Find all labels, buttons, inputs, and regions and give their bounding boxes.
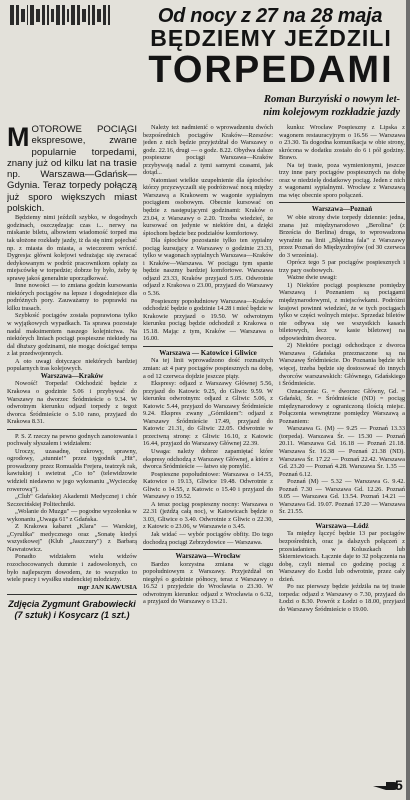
paragraph: Oprócz tego 5 par pociągów pospiesznych i trzy pary osobowych. (279, 259, 405, 274)
page-number: 5 (395, 777, 403, 793)
article-column-2 (143, 124, 273, 792)
paragraph: Ekspresy: odjazd z Warszawy Głównej 5.56, przyjazd do Katowic 9.25, do Gliwic 9.59. W kierunku odwrotnym: odjazd z Gliwic 5.06, z Katowic 5.44, przyjazd do Warszawy Śródmieście 9.24. Ekspres zwany „Górnikiem": odjazd z Warszawy Śródmieście 17.49, przyjazd do Katowic 21.31, do Gliwic 22.05. Odwrotnie w przeciwną stronę: z Gliwic 16.10, z Katowic 16.44, przyjazd do Warszawy Głównej 22.39. (143, 380, 273, 448)
paragraph: kunku: Wrocław Pospieszny z Lipska z wagonem restauracyjnym o 16.56 — Warszawa o 23.30. Ta dogodna komunikacja w obie strony, skrócona w dodatku zostało do 6 i pół godziny. Brawo. (279, 124, 405, 162)
paragraph: A teraz pociąg pospieszny nocny: Warszawa o 22.31 (jeżdżą całą noc), w Katowicach będzie o 3.03, Gliwice o 3.40. Odwrotnie z Gliwic o 22.30, z Katowic o 23.06, w Warszawie o 3.45. (143, 500, 273, 531)
paragraph: Poznań (M) — 5.32 — Warszawa G. 9.42. Poznań 7.30 — Warszawa Gd. 12.26. Poznań 9.05 — Warszawa Gd. 13.54. Poznań 14.21 — Warszawa Gd. 19.07. Poznań 17.20 — Warszawa Śr. 21.55. (279, 478, 405, 516)
lead-paragraph (7, 124, 137, 214)
section-heading: Warszawa—Łódź (315, 521, 369, 530)
section-heading: Warszawa—Wrocław (175, 552, 241, 561)
headline-line1: BĘDZIEMY JEŹDZILI (150, 25, 392, 51)
subtitle-line2: nim kolejowym rozkładzie jazdy (263, 107, 400, 118)
paragraph: Inne nowości — to zmiana godzin kursowania niektórych pociągów na lepsze i dogodniejsze dla podróżnych pory. Zauważamy to poprawki na kilku trasach. (7, 282, 137, 312)
date-line: Od nocy z 27 na 28 maja (157, 5, 383, 27)
divider (279, 519, 405, 520)
lead-text: OTOROWE POCIĄGI ekspresowe, zwane popularnie torpedami, znany już od kilku lat na trasie np. Warszawa—Gdańsk—Gdynia. Teraz torpedy połączą już sporo większych miast polskich. (7, 124, 137, 215)
section-heading: Warszawa — Katowice i Gliwice (159, 348, 257, 357)
paragraph: Uroczy, uzasadnę, cukrowy, sprawny, ogrodowy, „stunnie!" przez tygodnik „Hit", prowadzony przez Romualda Frejera, teatrzyk rak, kawiukiej i swietrat „Co to" (telewidzowie widzieli niedawno w jego wykonaniu „Wycieczkę rowerową"). (7, 447, 137, 493)
paragraph: Na tej trasie, poza wymienionymi, jeszcze trzy inne pary pociągów pospiesznych na dobę oraz w niedzielę dodatkowy pociąg. Jeden z nich z wagonami sypialnymi. Wrocław z Warszawą ma więc obecnie sporo połączeń. (279, 161, 405, 199)
photo-credit-line2: (7 sztuk) i Kosycarz (1 szt.) (14, 610, 130, 621)
paragraph: Ważne dwie uwagi: (287, 274, 337, 282)
article-column-1 (7, 124, 137, 792)
article-subtitle (140, 93, 400, 119)
scan-edge (406, 0, 410, 800)
paragraph: Z Krakowa kabaret „Klara" — Warskiej, „Cyrulika" medycznego oraz „Sonatę kiedyś wszystkowej" (Klub „Jaszczury") z Barbarą Nawratowicz. (7, 523, 137, 553)
paragraph: Nowość! Torpeda! Odchodzić będzie z Krakowa o godzinie 5.06 i przybywać do Warszawy na dworzec Śródmieście o 9.34. W odwrotnym kierunku odjazd torpedy z tegoż dworca Śródmieście o 5.10 rano, przyjazd do Krakowa 8.31. (7, 380, 137, 426)
paragraph: Pospieszny popołudniowy Warszawa—Kraków odchodzić będzie o godzinie 14.28 i mieć będzie w Krakowie przyjazd o 19.50. W odwrotnym kierunku pociąg będzie odchodził z Krakowa o 15.18. Mając z tym, Kraków — Warszawa o 16.00. (143, 297, 273, 343)
photo-credit-line1: Zdjęcia Zygmunt Grabowiecki (8, 599, 136, 610)
section-heading: Warszawa—Kraków (40, 371, 104, 380)
article-column-3 (279, 124, 405, 792)
paragraph: A oto uwagi dotyczące niektórych bardziej popularnych tras kolejowych. (7, 357, 137, 373)
paragraph: Natomiast wielkie uzupełnienie dla śpiochów: którzy przyzwyczaili się podróżować nocą między Warszawą a Krakowem w wagonie sypialnym pociągiem osobowym. Obecnie kursować on będzie z następującymi godzinami: Kraków o 23.04, z Warszawy o 2.20. Trzeba wiedzieć, że kursować on jedynie w niektóre dni, a dzięki śpiochom będzie bez podziałów komfortowy. (143, 176, 273, 237)
divider (7, 594, 137, 595)
divider (143, 346, 273, 347)
paragraph: Należy też nadmienić o wprowadzeniu dwóch bezpośrednich pociągów Kraków—Rzeszów: jeden z nich będzie przyjeżdżał do Warszawy o godz. 22.16, drugi — o godz. 8.22. Obydwa dalsze pospieszne pociągi Warszawa—Kraków przybywają nadal z tymi samymi czasami, jak dotąd... (143, 124, 273, 177)
paragraph: Szybkość pociągów została poprawiona tylko w wyjątkowych wypadkach. Ta sprawa pozostaje nadal maksimentem naszego kolejnictwa. Na niektórych liniach pociągi pospieszne niekiedy na dal dłuższy godzinami, nie mogąc dościgać tempa z lat przedwojennych. (7, 312, 137, 358)
paragraph: Bardzo korzystna zmiana w ciągu popołudniowym z Warszawy. Przyjeżdżał on niegdyś o godzinie północy, teraz z Warszawy o 16.52 i przyjedzie do Wrocławia o 23.30. W odwrotnym kierunku: odjazd z Wrocławia o 6.32, a przyjazd do Warszawy o 13.21. (143, 560, 273, 606)
paragraph: 2) Niektóre pociągi odchodzące z dworca Warszawa Gdańska przeznaczone są na Warszawę Śródmieście. Do Poznania będzie ich więcej, trzeba będzie się dostosować do innych dworców warszawskich: Głównego, Gdańskiego i Śródmieście. (279, 342, 405, 388)
paragraph: Uwaga: należy dobrze zapamiętać które ekspresy odchodzą z Warszawy Głównej, a które z dworca Śródmieście — łatwo się pomylić. (143, 447, 273, 471)
author-signature: mgr JAN KAWUSIA (77, 583, 137, 591)
paragraph: Ponadto widziałem wielu widzów rozochocowanych dumnie i zadowolonych, co było najlepszym dowodem, że to wszystko to wiele pracy i wysiłku studenckiej młodzieży. (7, 553, 137, 584)
paragraph: „Club" Gdańskiej Akademii Medycznej i chór Szczecińskiej Politechniki. (7, 493, 137, 508)
divider (7, 429, 137, 430)
paragraph: Na tej linii wprowadzono dość rozmaitych zmian: aż 4 pary pociągów pospiesznych na dobę, a od 12 czerwca dojdzie jeszcze piąty. (143, 357, 273, 380)
decorative-title-ornament (10, 5, 110, 25)
paragraph: „Wolanie do Muzgu" — pogodne wyzołonka w wykonaniu „Uwaga 61" z Gdańska. (7, 508, 137, 523)
paragraph: Dla śpiochów pozostanie tylko ten sypialny pociąg kursujący z Warszawy o godzinie 23.33, tylko w wagonach sypialnych Warszawa—Kraków i Kraków—Warszawa. W pociągu tym spanie będzie naszmy bardziej komfortowe. Warszawa odjazd 23.33, Kraków przyjazd 5.05. Odwrotnie odjazd z Krakowa o 23.00, przyjazd do Warszawy o 5.36. (143, 237, 273, 298)
paragraph: Pospieszne popołudniowe: Warszawa o 14.55, Katowice o 19.13, Gliwice 19.48. Odwrotnie z Gliwic o 14.55, z Katowic o 15.40 i przyjazd do Warszawy o 19.52. (143, 470, 273, 501)
ps-paragraph: P. S. Z rzeczy na pewno godnych zanotowania i pochwały słyszałem i widziałem: (7, 432, 137, 448)
section-heading: Warszawa—Poznań (311, 205, 373, 214)
paragraph: Ta między łączyć będzie 13 par pociągów bezpośrednich, oraz ja dalszych połączeń z przesiadaniem w Koluszkach lub Skierniewicach. Łącznie daje to 32 połączenia na dobę, czyli niemal co godzinę pociąg z Warszawy do Łodzi lub odwrotnie, przez cały dzień. (279, 530, 405, 583)
paragraph: Po raz pierwszy będzie jeździła na tej trasie torpeda: odjazd z Warszawy o 7.30, przyjazd do Łodzi o 8.30. Powrót z Łodzi o 18.00, przyjazd do Warszawy Śródmieście o 19.00. (279, 583, 405, 613)
paragraph: Oznaczenia: G. = dworzec Główny, Gd. = Gdański, Śr. = Śródmieście (ND) = pociąg międzynarodowy z ograniczoną ilością miejsc. Połączenia wewnętrzne pomiędzy Warszawą a Poznaniem: (279, 387, 405, 425)
paragraph: Warszawa G. (M) — 9.25 — Poznań 13.33 (torpeda). Warszawa Śr. — 15.30 — Poznań 20.11. Warszawa Gd. 16.18 — Poznań 21.18. Warszawa Śr. 16.38 — Poznań 21.38 (ND). Warszawa Śr. 17.22 — Poznań 22.42. Warszawa Gd. 23.20 — Poznań 4.28. Warszawa Śr. 1.35 — Poznań 6.12. (279, 425, 405, 478)
paragraph: W obie strony dwie torpedy dziennie: jedna, znana już międzynarodowo „Berolina" (z Brześcia do Berlina) druga, to wprowadzona wyraźnie na linii „Błękitna fala" z Warszawy przez Poznań do Międzyzdrojów (od 30 czerwca do 3 września). (279, 214, 405, 259)
headline-line2: TORPEDAMI (148, 49, 394, 91)
divider (143, 549, 273, 550)
paragraph: 1) Niektóre pociągi pospieszne pomiędzy Warszawą i Poznaniem są pociągami międzynarodowymi, z miejscówkami. Podróżni krajowi powinni wiedzieć, że w tych pociągach tylko w części wolnych miejsc. Sprzedaż biletów nie odbywa się we wszystkich kasach biletowych, lecz w kasie biletowej na odpowiednim dworcu. (279, 281, 405, 342)
drop-cap: M (7, 124, 30, 152)
paragraph: Będziemy nimi jeździli szybko, w dogodnych godzinach, oszczędzając czas i... nerwy na miskanie biletu, albowiem wiadomość torped ma tak ułożone rozkłady jazdy, iż da się nimi pojechać np. z miasta do miasta, a wieczorem wrócić. Dygresja: główni kolejowi wdrażając się zwracać dedykowanym w podróż pracownikom opłaty za miejscówkę w torpedzie; dobrze by było, żeby tę sprawę jakoś generalnie uporządkować. (7, 214, 137, 282)
subtitle-line1: Roman Burzyński o nowym let- (264, 94, 400, 105)
photo-credit (7, 599, 137, 621)
divider (279, 202, 405, 203)
paragraph: Jak widać — wybór pociągów obfity. Do tego dochodzą pociągi Zebrzydowice — Warszawa. (143, 530, 273, 546)
